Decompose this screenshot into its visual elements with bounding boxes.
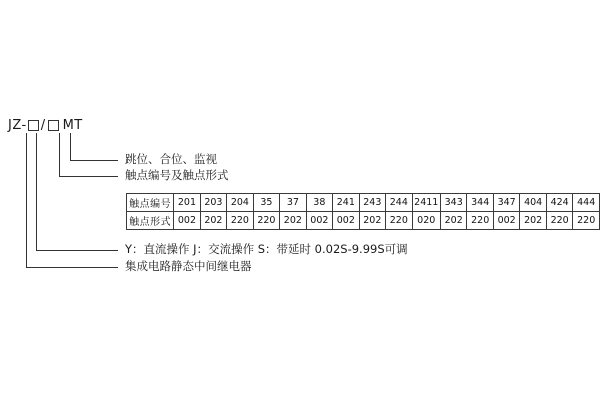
table-row-contact-forms: [127, 212, 600, 230]
model-prefix: JZ-: [8, 118, 27, 133]
cell-number: 241: [333, 194, 359, 212]
cell-number: 343: [440, 194, 466, 212]
cell-number: 2411: [412, 194, 440, 212]
leader-riser-contact: [59, 133, 60, 176]
cell-form: 002: [333, 212, 359, 230]
row-header-contact-number: 触点编号: [127, 194, 174, 212]
leader-riser-product: [26, 133, 27, 267]
cell-number: 347: [493, 194, 519, 212]
cell-form: 002: [174, 212, 200, 230]
cell-form: 002: [493, 212, 519, 230]
leader-pointer-contact: [59, 176, 118, 177]
leader-pointer-product: [26, 267, 118, 268]
cell-number: 204: [227, 194, 253, 212]
cell-number: 38: [306, 194, 332, 212]
cell-number: 344: [467, 194, 493, 212]
model-code: [8, 118, 83, 133]
leader-riser-function: [70, 133, 71, 160]
leader-riser-operation: [36, 133, 37, 250]
leader-pointer-function: [70, 160, 118, 161]
cell-form: 202: [440, 212, 466, 230]
note-function: 跳位、合位、监视: [125, 152, 217, 166]
cell-number: 424: [546, 194, 572, 212]
model-separator: /: [40, 118, 46, 133]
row-header-contact-form: 触点形式: [127, 212, 174, 230]
note-contact: 触点编号及触点形式: [125, 168, 229, 182]
cell-form: 220: [546, 212, 572, 230]
note-operation: Y：直流操作 J：交流操作 S：带延时 0.02S-9.99S可调: [125, 242, 408, 256]
model-box-1: [28, 120, 39, 131]
cell-number: 243: [359, 194, 385, 212]
cell-number: 404: [520, 194, 546, 212]
cell-number: 244: [386, 194, 412, 212]
cell-form: 202: [520, 212, 546, 230]
cell-form: 220: [467, 212, 493, 230]
note-product: 集成电路静态中间继电器: [125, 259, 252, 273]
cell-form: 220: [386, 212, 412, 230]
cell-form: 220: [253, 212, 279, 230]
table-row-contact-numbers: [127, 194, 600, 212]
cell-form: 202: [280, 212, 306, 230]
leader-pointer-operation: [36, 250, 118, 251]
contact-table: [126, 193, 600, 230]
model-suffix: MT: [62, 118, 83, 133]
cell-number: 201: [174, 194, 200, 212]
cell-form: 020: [412, 212, 440, 230]
cell-form: 202: [200, 212, 226, 230]
cell-form: 220: [227, 212, 253, 230]
cell-number: 35: [253, 194, 279, 212]
cell-form: 220: [573, 212, 600, 230]
cell-number: 203: [200, 194, 226, 212]
cell-form: 002: [306, 212, 332, 230]
model-box-2: [48, 120, 59, 131]
cell-number: 37: [280, 194, 306, 212]
contact-table-wrap: [126, 193, 600, 230]
cell-form: 202: [359, 212, 385, 230]
cell-number: 444: [573, 194, 600, 212]
